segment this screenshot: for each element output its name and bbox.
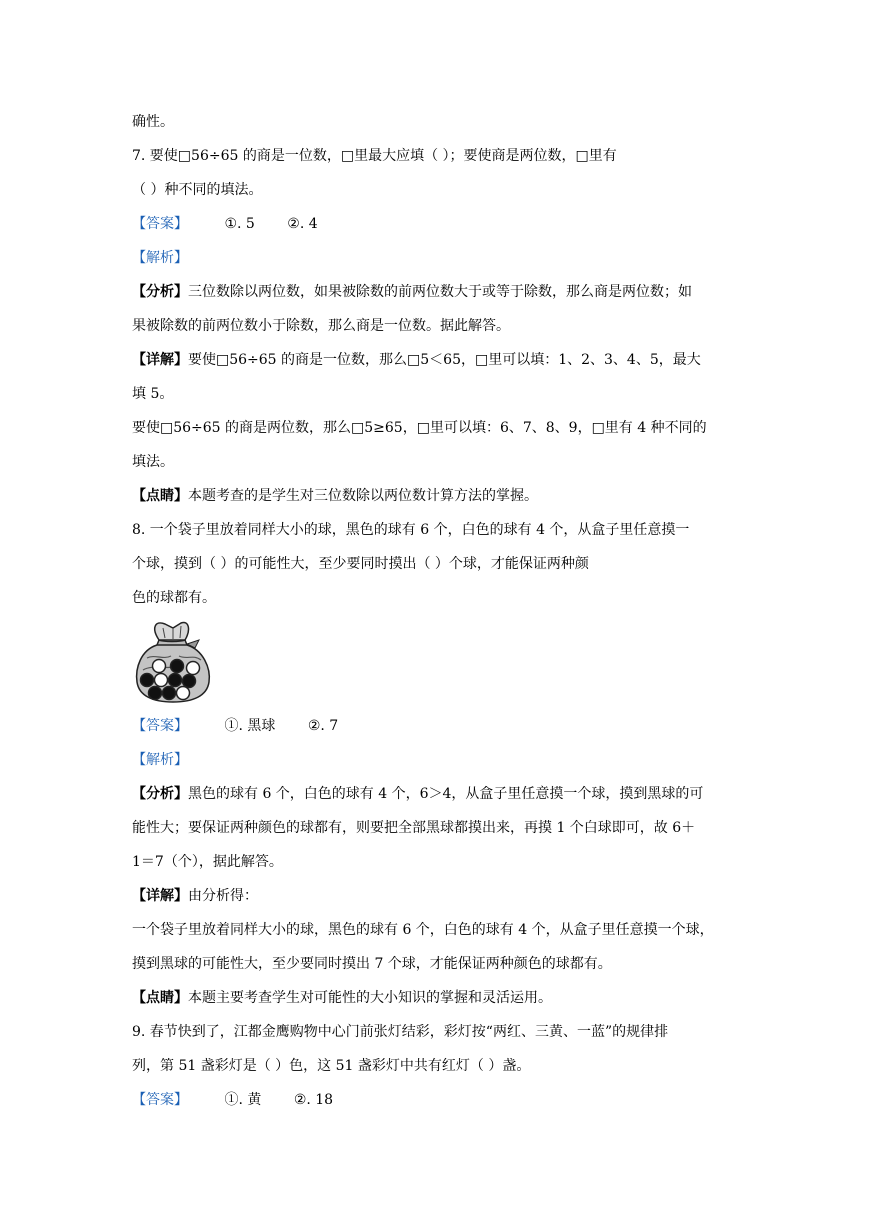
analysis-7	[132, 282, 692, 302]
answer-8	[132, 716, 338, 736]
comment-text: 本题主要考查学生对可能性的大小知识的掌握和灵活运用。	[188, 990, 552, 1006]
section-tag: 【分析】	[132, 786, 188, 802]
question-7-cont: （ ）种不同的填法。	[132, 182, 263, 198]
detail-text: 由分析得：	[188, 888, 258, 904]
question-9: 9. 春节快到了，江都金鹰购物中心门前张灯结彩，彩灯按“两红、三黄、一蓝”的规律排	[132, 1024, 669, 1040]
section-tag: 【点睛】	[132, 990, 188, 1006]
answer-item: ①. 黄	[224, 1092, 262, 1108]
comment-7	[132, 486, 538, 506]
detail-text: 要使□56÷65 的商是一位数，那么□5＜65，□里可以填：1、2、3、4、5，最大	[188, 352, 701, 368]
question-7: 7. 要使□56÷65 的商是一位数，□里最大应填（ ）；要使商是两位数，□里有	[132, 148, 617, 164]
analysis-8-cont2: 1＝7（个），据此解答。	[132, 854, 283, 870]
analysis-text: 三位数除以两位数，如果被除数的前两位数大于或等于除数，那么商是两位数；如	[188, 284, 692, 300]
section-tag: 【详解】	[132, 352, 188, 368]
analysis-tag: 【解析】	[132, 250, 188, 266]
detail-7-line2: 要使□56÷65 的商是两位数，那么□5≥65，□里可以填：6、7、8、9，□里有 4 种不同的	[132, 420, 707, 436]
answer-item: ①. 黑球	[224, 718, 276, 734]
analysis-8	[132, 784, 703, 804]
question-8-cont2: 色的球都有。	[132, 590, 216, 606]
answer-item: ②. 18	[293, 1092, 334, 1108]
detail-7-cont: 填 5。	[132, 386, 174, 402]
section-tag: 【点睛】	[132, 488, 188, 504]
comment-8	[132, 988, 552, 1008]
text-line: 确性。	[132, 114, 174, 130]
answer-7	[132, 214, 318, 234]
detail-8-line3: 摸到黑球的可能性大，至少要同时摸出 7 个球，才能保证两种颜色的球都有。	[132, 956, 612, 972]
question-9-cont: 列，第 51 盏彩灯是（ ）色，这 51 盏彩灯中共有红灯（ ）盏。	[132, 1058, 531, 1074]
answer-tag: 【答案】	[132, 216, 188, 232]
answer-item: ①. 5	[224, 216, 255, 232]
detail-8-line2: 一个袋子里放着同样大小的球，黑色的球有 6 个，白色的球有 4 个，从盒子里任意摸一个球，	[132, 922, 714, 938]
section-tag: 【分析】	[132, 284, 188, 300]
detail-7-line3: 填法。	[132, 454, 174, 470]
detail-7	[132, 350, 701, 370]
answer-tag: 【答案】	[132, 1092, 188, 1108]
ball-bag-icon	[133, 620, 213, 704]
question-8-cont: 个球，摸到（ ）的可能性大，至少要同时摸出（ ）个球，才能保证两种颜	[132, 556, 589, 572]
answer-9	[132, 1090, 333, 1110]
answer-item: ②. 4	[287, 216, 318, 232]
analysis-tag: 【解析】	[132, 752, 188, 768]
answer-tag: 【答案】	[132, 718, 188, 734]
analysis-7-cont: 果被除数的前两位数小于除数，那么商是一位数。据此解答。	[132, 318, 510, 334]
question-8: 8. 一个袋子里放着同样大小的球，黑色的球有 6 个，白色的球有 4 个，从盒子里任意摸一	[132, 522, 690, 538]
detail-8	[132, 886, 258, 906]
section-tag: 【详解】	[132, 888, 188, 904]
comment-text: 本题考查的是学生对三位数除以两位数计算方法的掌握。	[188, 488, 538, 504]
analysis-text: 黑色的球有 6 个，白色的球有 4 个，6＞4，从盒子里任意摸一个球，摸到黑球的可	[188, 786, 704, 802]
answer-item: ②. 7	[307, 718, 339, 734]
analysis-8-cont: 能性大；要保证两种颜色的球都有，则要把全部黑球都摸出来，再摸 1 个白球即可，故 6＋	[132, 820, 696, 836]
